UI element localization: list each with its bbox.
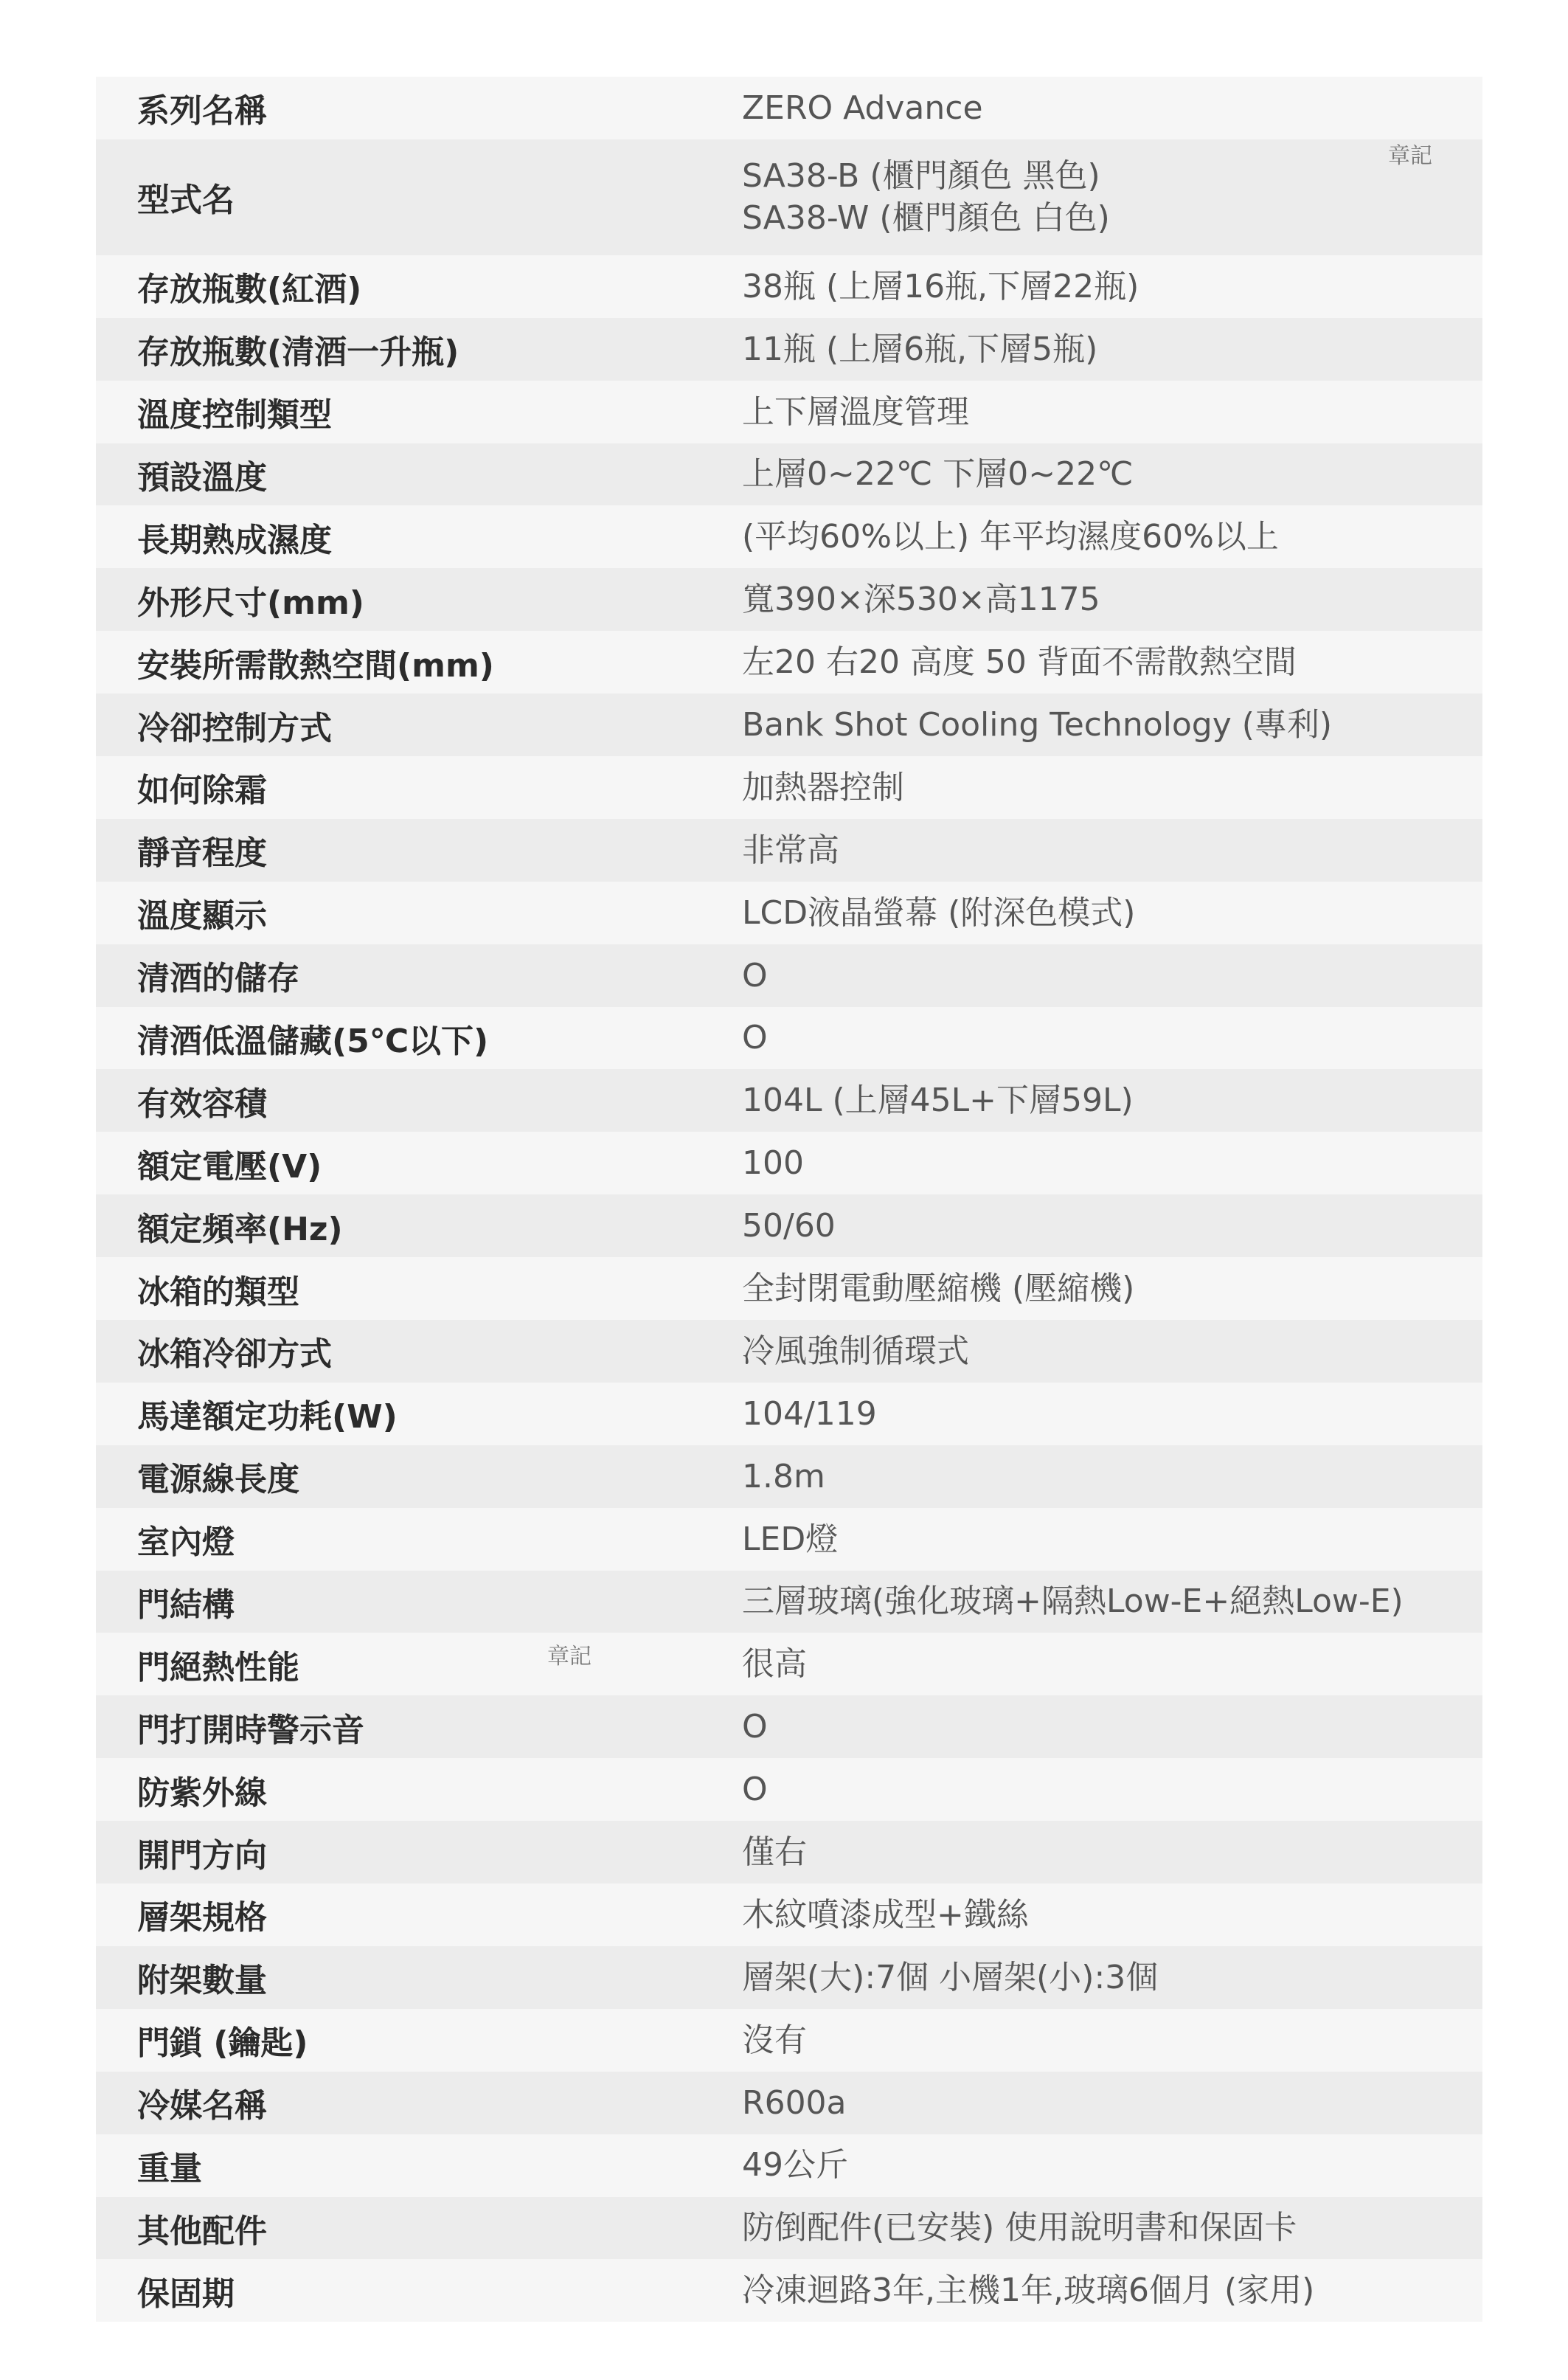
spec-value-line: 全封閉電動壓縮機 (壓縮機) bbox=[742, 1269, 1135, 1307]
spec-value bbox=[742, 1267, 1482, 1310]
spec-value bbox=[742, 1957, 1482, 1999]
spec-label: 額定頻率(Hz) bbox=[137, 1210, 343, 1248]
spec-label: 清酒低溫儲藏(5℃以下) bbox=[137, 1023, 489, 1061]
spec-row bbox=[96, 1821, 1482, 1883]
spec-row bbox=[96, 381, 1482, 443]
spec-value bbox=[742, 2269, 1482, 2311]
spec-label: 冰箱的類型 bbox=[137, 1273, 299, 1311]
spec-label: 外形尺寸(mm) bbox=[137, 584, 364, 622]
spec-label: 冷卻控制方式 bbox=[137, 709, 332, 747]
spec-row bbox=[96, 1132, 1482, 1194]
spec-value-line: 防倒配件(已安裝) 使用說明書和保固卡 bbox=[742, 2209, 1297, 2247]
spec-row bbox=[96, 1633, 1482, 1695]
spec-value-line: 50/60 bbox=[742, 1207, 836, 1245]
spec-row bbox=[96, 77, 1482, 139]
spec-value-line: 11瓶 (上層6瓶,下層5瓶) bbox=[742, 330, 1098, 368]
spec-label: 系列名稱 bbox=[137, 92, 267, 131]
spec-value bbox=[742, 1330, 1482, 1372]
spec-value-line: SA38-W (櫃門顏色 白色) bbox=[742, 199, 1110, 238]
spec-value bbox=[742, 1706, 1482, 1748]
spec-value bbox=[742, 391, 1482, 433]
spec-row bbox=[96, 443, 1482, 506]
spec-label: 安裝所需散熱空間(mm) bbox=[137, 646, 494, 685]
spec-value bbox=[742, 892, 1482, 934]
spec-row bbox=[96, 693, 1482, 756]
spec-row bbox=[96, 819, 1482, 882]
spec-value-line: R600a bbox=[742, 2083, 847, 2122]
spec-label: 存放瓶數(清酒一升瓶) bbox=[137, 333, 459, 372]
spec-value bbox=[742, 1017, 1482, 1059]
spec-value-line: SA38-B (櫃門顏色 黑色) bbox=[742, 157, 1100, 196]
spec-value-line: 非常高 bbox=[742, 831, 839, 869]
spec-label: 長期熟成濕度 bbox=[137, 521, 332, 559]
spec-label: 門結構 bbox=[137, 1586, 235, 1625]
spec-row bbox=[96, 756, 1482, 819]
spec-label: 型式名 bbox=[137, 181, 235, 220]
spec-value-line: O bbox=[742, 1019, 768, 1057]
watermark-text: 章記 bbox=[547, 1644, 592, 1670]
spec-value-line: 加熱器控制 bbox=[742, 768, 904, 806]
spec-value bbox=[742, 1079, 1482, 1121]
spec-value bbox=[742, 2144, 1482, 2186]
spec-label: 額定電壓(V) bbox=[137, 1147, 322, 1186]
spec-value-line: 49公斤 bbox=[742, 2146, 848, 2184]
spec-label: 溫度控制類型 bbox=[137, 396, 332, 435]
spec-row bbox=[96, 2009, 1482, 2072]
spec-value-line: LCD液晶螢幕 (附深色模式) bbox=[742, 893, 1136, 932]
spec-value-line: 層架(大):7個 小層架(小):3個 bbox=[742, 1958, 1159, 1996]
spec-row bbox=[96, 1508, 1482, 1571]
spec-value bbox=[742, 1831, 1482, 1873]
spec-row bbox=[96, 255, 1482, 318]
spec-row bbox=[96, 139, 1482, 255]
spec-value-line: ZERO Advance bbox=[742, 89, 983, 127]
spec-row bbox=[96, 1007, 1482, 1070]
spec-label: 冷媒名稱 bbox=[137, 2087, 267, 2125]
spec-value bbox=[742, 1142, 1482, 1184]
spec-value bbox=[742, 328, 1482, 370]
spec-row bbox=[96, 505, 1482, 568]
spec-value bbox=[742, 704, 1482, 746]
watermark-text: 章記 bbox=[1388, 143, 1432, 169]
spec-label: 冰箱冷卻方式 bbox=[137, 1335, 332, 1374]
spec-label: 室內燈 bbox=[137, 1523, 235, 1562]
spec-value bbox=[742, 2207, 1482, 2249]
spec-value-line: 104L (上層45L+下層59L) bbox=[742, 1082, 1134, 1120]
spec-row bbox=[96, 631, 1482, 693]
spec-label: 附架數量 bbox=[137, 1962, 267, 2000]
spec-value bbox=[742, 829, 1482, 871]
spec-value bbox=[742, 641, 1482, 683]
spec-value bbox=[742, 1768, 1482, 1810]
spec-value bbox=[742, 87, 1482, 129]
spec-row bbox=[96, 2259, 1482, 2322]
spec-label: 門絕熱性能 bbox=[137, 1648, 299, 1687]
spec-value-line: 寬390×深530×高1175 bbox=[742, 581, 1100, 619]
spec-label: 存放瓶數(紅酒) bbox=[137, 271, 362, 309]
spec-value-line: 冷凍迴路3年,主機1年,玻璃6個月 (家用) bbox=[742, 2272, 1315, 2310]
spec-value-line: 冷風強制循環式 bbox=[742, 1332, 969, 1370]
spec-value-line: 38瓶 (上層16瓶,下層22瓶) bbox=[742, 267, 1139, 305]
spec-label: 有效容積 bbox=[137, 1085, 267, 1123]
spec-value bbox=[742, 2019, 1482, 2061]
spec-label: 馬達額定功耗(W) bbox=[137, 1398, 398, 1436]
spec-row bbox=[96, 1758, 1482, 1821]
spec-value bbox=[742, 453, 1482, 495]
spec-row bbox=[96, 1695, 1482, 1758]
spec-label: 層架規格 bbox=[137, 1899, 267, 1937]
spec-label: 門打開時警示音 bbox=[137, 1711, 364, 1749]
spec-row bbox=[96, 1883, 1482, 1946]
spec-label: 防紫外線 bbox=[137, 1774, 267, 1812]
spec-value bbox=[742, 1518, 1482, 1560]
spec-row bbox=[96, 944, 1482, 1007]
spec-row bbox=[96, 1445, 1482, 1508]
spec-value bbox=[742, 767, 1482, 809]
spec-label: 重量 bbox=[137, 2150, 202, 2188]
spec-table bbox=[96, 77, 1482, 2322]
spec-row bbox=[96, 1320, 1482, 1383]
spec-label: 清酒的儲存 bbox=[137, 960, 299, 998]
spec-row bbox=[96, 2197, 1482, 2260]
spec-value-line: 沒有 bbox=[742, 2021, 807, 2059]
spec-value-line: (平均60%以上) 年平均濕度60%以上 bbox=[742, 518, 1279, 556]
spec-value bbox=[742, 155, 1482, 239]
spec-value-line: 104/119 bbox=[742, 1394, 877, 1433]
spec-value-line: O bbox=[742, 1708, 768, 1746]
spec-value-line: 100 bbox=[742, 1144, 804, 1183]
spec-label: 門鎖 (鑰匙) bbox=[137, 2024, 308, 2063]
spec-row bbox=[96, 318, 1482, 381]
spec-label: 靜音程度 bbox=[137, 834, 267, 873]
spec-label: 溫度顯示 bbox=[137, 897, 267, 935]
spec-label: 電源線長度 bbox=[137, 1461, 299, 1499]
spec-value bbox=[742, 1205, 1482, 1247]
spec-row bbox=[96, 2072, 1482, 2134]
spec-value-line: 很高 bbox=[742, 1645, 807, 1684]
spec-label: 保固期 bbox=[137, 2275, 235, 2313]
spec-value bbox=[742, 955, 1482, 997]
spec-row bbox=[96, 1194, 1482, 1257]
spec-label: 預設溫度 bbox=[137, 459, 267, 497]
spec-value bbox=[742, 266, 1482, 308]
spec-value bbox=[742, 516, 1482, 558]
spec-row bbox=[96, 1946, 1482, 2009]
spec-value-line: 上下層溫度管理 bbox=[742, 392, 969, 431]
spec-value-line: O bbox=[742, 956, 768, 994]
spec-value bbox=[742, 2082, 1482, 2124]
spec-value-line: 木紋噴漆成型+鐵絲 bbox=[742, 1895, 1029, 1934]
spec-label: 開門方向 bbox=[137, 1836, 267, 1875]
spec-value-line: 上層0~22℃ 下層0~22℃ bbox=[742, 455, 1134, 494]
spec-value-line: LED燈 bbox=[742, 1520, 839, 1558]
spec-row bbox=[96, 1069, 1482, 1132]
spec-row bbox=[96, 568, 1482, 631]
spec-row bbox=[96, 1571, 1482, 1633]
spec-value-line: Bank Shot Cooling Technology (專利) bbox=[742, 705, 1333, 744]
spec-label: 其他配件 bbox=[137, 2212, 267, 2250]
spec-value bbox=[742, 1894, 1482, 1936]
spec-value bbox=[742, 1456, 1482, 1498]
spec-value-line: O bbox=[742, 1771, 768, 1809]
spec-value-line: 左20 右20 高度 50 背面不需散熱空間 bbox=[742, 643, 1297, 682]
spec-value-line: 三層玻璃(強化玻璃+隔熱Low-E+絕熱Low-E) bbox=[742, 1582, 1404, 1621]
spec-value bbox=[742, 578, 1482, 620]
spec-value bbox=[742, 1643, 1482, 1685]
spec-value bbox=[742, 1580, 1482, 1622]
spec-row bbox=[96, 882, 1482, 944]
spec-label: 如何除霜 bbox=[137, 772, 267, 810]
spec-row bbox=[96, 2134, 1482, 2197]
spec-value bbox=[742, 1393, 1482, 1435]
spec-row bbox=[96, 1257, 1482, 1320]
spec-row bbox=[96, 1383, 1482, 1445]
spec-value-line: 僅右 bbox=[742, 1833, 807, 1871]
spec-value-line: 1.8m bbox=[742, 1457, 825, 1495]
